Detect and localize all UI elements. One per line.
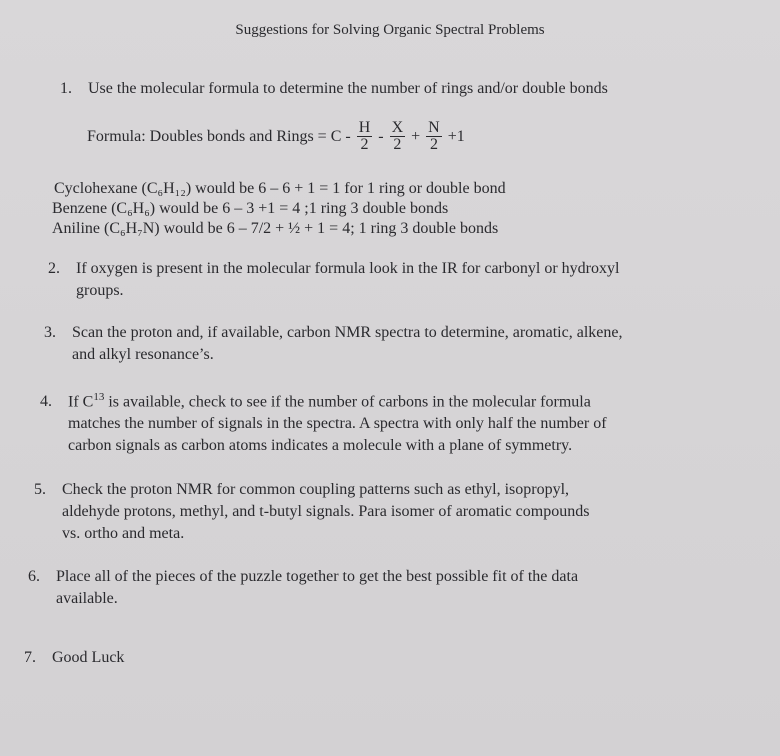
formula-label: Formula: Doubles bonds and Rings = C - (87, 127, 351, 145)
fraction-h-numerator: H (358, 119, 371, 136)
item-4-superscript: 13 (93, 391, 105, 403)
item-2 (48, 258, 619, 302)
item-2-line-2: groups. (76, 282, 124, 299)
item-4-line-2: matches the number of signals in the spectra. A spectra with only half the number of (68, 415, 607, 433)
fraction-n (426, 120, 442, 153)
item-4-line-1-post: is available, check to see if the number of carbons in the molecular formula (104, 393, 591, 411)
example-benzene: Benzene (C₆H₆) would be 6 – 3 +1 = 4 ;1 ring 3 double bonds (52, 200, 449, 217)
formula-minus: - (378, 127, 384, 145)
item-3 (44, 322, 622, 366)
item-6-number: 6. (28, 568, 40, 585)
item-5 (34, 479, 589, 545)
fraction-x-numerator: X (391, 119, 404, 136)
item-4 (40, 386, 607, 457)
example-aniline: Aniline (C₆H₇N) would be 6 – 7/2 + ½ + 1 = 4; 1 ring 3 double bonds (52, 220, 499, 237)
item-6-line-1: Place all of the pieces of the puzzle together to get the best possible fit of the data (56, 568, 579, 585)
example-cyclohexane: Cyclohexane (C₆H₁₂) would be 6 – 6 + 1 = 1 for 1 ring or double bond (54, 180, 506, 197)
item-1-text: Use the molecular formula to determine the number of rings and/or double bonds (88, 80, 608, 97)
item-5-number: 5. (34, 481, 46, 498)
item-4-line-1-pre: If C (68, 393, 94, 411)
page-title: Suggestions for Solving Organic Spectral Problems (235, 22, 545, 38)
formula-tail: +1 (447, 127, 465, 145)
fraction-x (390, 120, 406, 153)
item-3-line-1: Scan the proton and, if available, carbon NMR spectra to determine, aromatic, alkene, (72, 324, 623, 341)
item-7-number: 7. (24, 649, 36, 666)
item-3-line-2: and alkyl resonance’s. (72, 346, 214, 363)
item-6 (28, 566, 578, 610)
item-3-number: 3. (44, 324, 56, 341)
item-5-line-2: aldehyde protons, methyl, and t-butyl signals. Para isomer of aromatic compounds (62, 503, 590, 520)
fraction-h-denominator: 2 (360, 136, 369, 153)
item-5-line-3: vs. ortho and meta. (62, 525, 185, 542)
item-1 (60, 78, 608, 99)
fraction-n-denominator: 2 (429, 136, 438, 153)
item-7 (24, 647, 124, 668)
formula (87, 120, 465, 160)
fraction-x-denominator: 2 (393, 136, 402, 153)
item-5-line-1: Check the proton NMR for common coupling patterns such as ethyl, isopropyl, (62, 481, 570, 498)
item-2-number: 2. (48, 260, 60, 277)
item-1-number: 1. (60, 80, 72, 97)
item-2-line-1: If oxygen is present in the molecular formula look in the IR for carbonyl or hydroxyl (76, 260, 620, 277)
item-7-text: Good Luck (52, 649, 125, 666)
item-4-line-3: carbon signals as carbon atoms indicates a molecule with a plane of symmetry. (68, 437, 573, 455)
item-6-line-2: available. (56, 590, 118, 607)
formula-plus: + (411, 127, 421, 145)
fraction-n-numerator: N (428, 119, 440, 136)
fraction-h (357, 120, 373, 153)
item-4-number: 4. (40, 393, 52, 411)
